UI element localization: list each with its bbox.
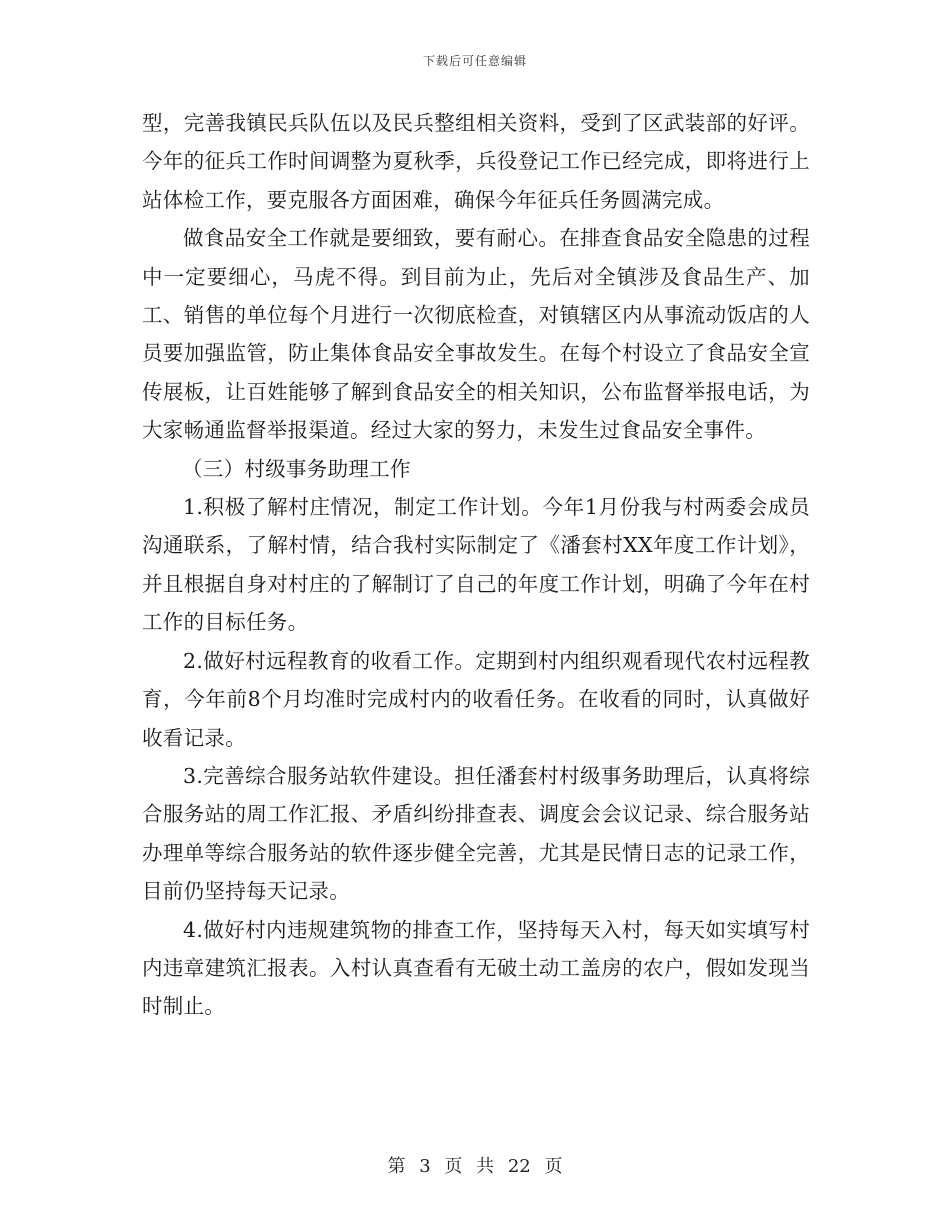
- paragraph-item-3: 3.完善综合服务站软件建设。担任潘套村村级事务助理后，认真将综合服务站的周工作汇报、矛盾纠纷排查表、调度会会议记录、综合服务站办理单等综合服务站的软件逐步健全完善，尤其是民情日志的记录工作，目前仍坚持每天记录。: [142, 763, 810, 904]
- paragraph-militia: 型，完善我镇民兵队伍以及民兵整组相关资料，受到了区武装部的好评。今年的征兵工作时间调整为夏秋季，兵役登记工作已经完成，即将进行上站体检工作，要克服各方面困难，确保今年征兵任务圆满完成。: [142, 111, 810, 212]
- paragraph-item-2: 2.做好村远程教育的收看工作。定期到村内组织观看现代农村远程教育，今年前8个月均准时完成村内的收看任务。在收看的同时，认真做好收看记录。: [142, 648, 810, 750]
- section-heading-village-affairs: （三）村级事务助理工作: [182, 456, 411, 481]
- page-number: 第 3 页 共 22 页: [387, 1156, 563, 1177]
- paragraph-food-safety: 做食品安全工作就是要细致，要有耐心。在排查食品安全隐患的过程中一定要细心，马虎不得。到目前为止，先后对全镇涉及食品生产、加工、销售的单位每个月进行一次彻底检查，对镇辖区内从事流动饭店的人员要加强监管，防止集体食品安全事故发生。在每个村设立了食品安全宣传展板，让百姓能够了解到食品安全的相关知识，公布监督举报电话，为大家畅通监督举报渠道。经过大家的努力，未发生过食品安全事件。: [142, 226, 810, 443]
- document-body: [142, 104, 810, 1026]
- page-header: 下载后可任意编辑: [422, 54, 527, 68]
- paragraph-item-1: 1.积极了解村庄情况，制定工作计划。今年1月份我与村两委会成员沟通联系，了解村情，结合我村实际制定了《潘套村XX年度工作计划》，并且根据自身对村庄的了解制订了自己的年度工作计划，明确了今年在村工作的目标任务。: [142, 495, 810, 635]
- paragraph-item-4: 4.做好村内违规建筑物的排查工作，坚持每天入村，每天如实填写村内违章建筑汇报表。入村认真查看有无破土动工盖房的农户，假如发现当时制止。: [142, 917, 810, 1019]
